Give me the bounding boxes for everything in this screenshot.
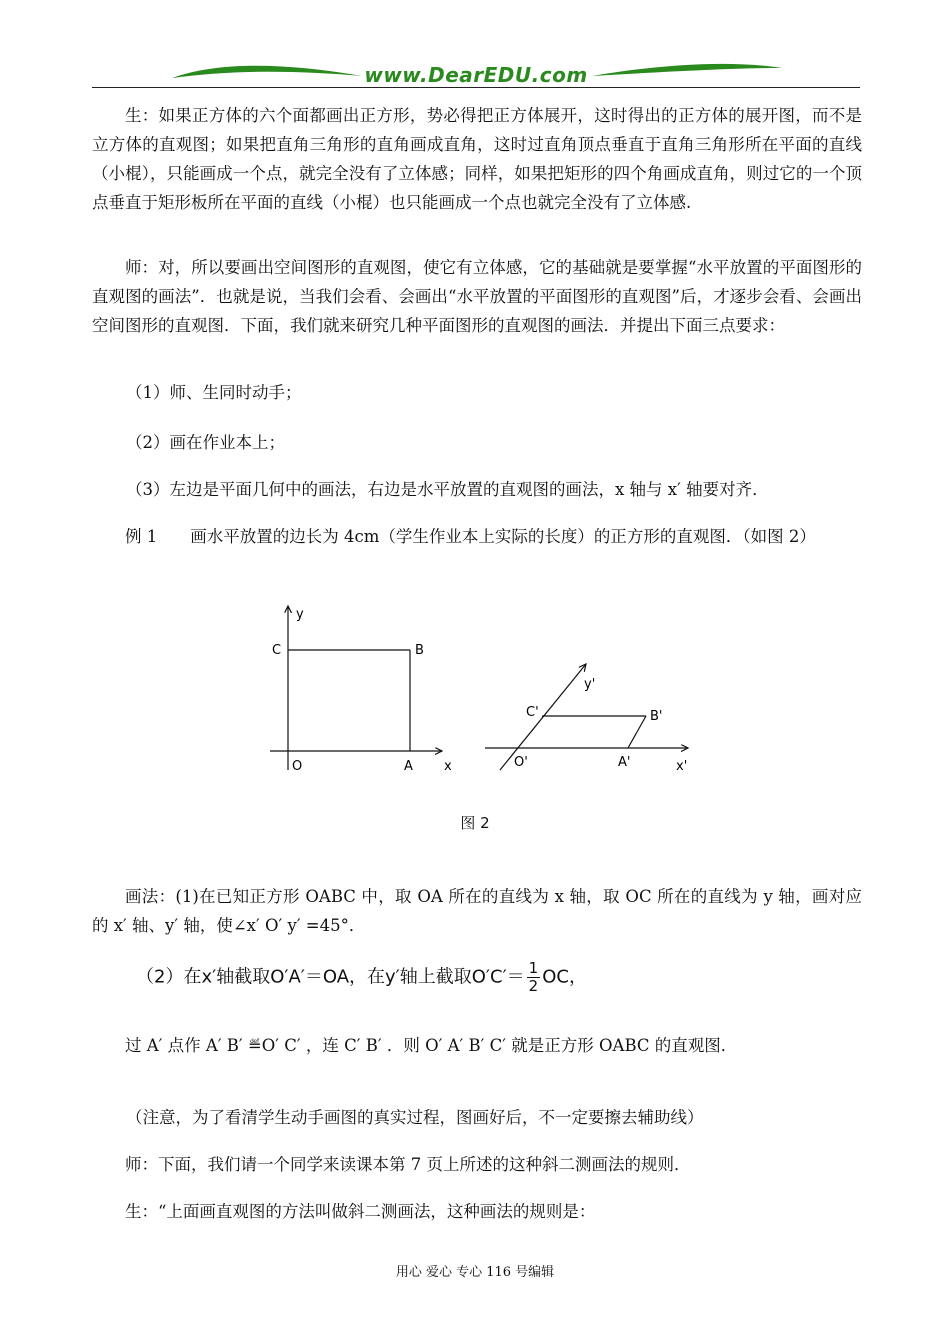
left-label-x: x — [444, 759, 452, 774]
right-label-x: x' — [676, 759, 688, 774]
method-step-2-text: （2）在x′轴截取O′A′＝OA，在y′轴上截取O′C′＝ — [136, 966, 525, 988]
requirement-3: （3）左边是平面几何中的画法，右边是水平放置的直观图的画法，x 轴与 x′ 轴要对齐． — [126, 480, 769, 499]
left-label-A: A — [404, 759, 413, 774]
teacher-paragraph: 师：下面，我们请一个同学来读课本第 7 页上所述的这种斜二测画法的规则． — [125, 1155, 691, 1174]
paragraph-student-answer: 生：如果正方体的六个面都画出正方形，势必得把正方体展开，这时得出的正方体的展开图，而不是立方体的直观图；如果把直角三角形的直角画成直角，这时过直角顶点垂直于直角三角形所在平面的直线（小棍），只能画成一个点，就完全没有了立体感；同样，如果把矩形的四个角画成直角，则过它的一个顶点垂直于矩形板所在平面的直线（小棍）也只能画成一个点也就完全没有了立体感. — [92, 106, 862, 212]
method-step-2 — [136, 960, 587, 995]
right-y-axis — [500, 664, 586, 770]
right-label-y: y' — [584, 677, 596, 692]
page-header — [92, 54, 860, 94]
fraction-numerator: 1 — [528, 959, 539, 977]
right-side-AB — [628, 716, 646, 748]
right-label-B: B' — [650, 709, 663, 724]
method-step-1: 画法：(1)在已知正方形 OABC 中，取 OA 所在的直线为 x 轴，取 OC 所在的直线为 y 轴，画对应的 x′ 轴、y′ 轴，使∠x′ O′ y′ =45°． — [92, 887, 862, 935]
right-label-O: O' — [514, 755, 528, 770]
student-paragraph: 生：“上面画直观图的方法叫做斜二测画法，这种画法的规则是： — [125, 1202, 596, 1221]
paragraph-teacher-reply: 师：对，所以要画出空间图形的直观图，使它有立体感，它的基础就是要掌握“水平放置的平面图形的直观图的画法”．也就是说，当我们会看、会画出“水平放置的平面图形的直观图”后，才逐步会看、会画出空间图形的直观图．下面，我们就来研究几种平面图形的直观图的画法．并提出下面三点要求： — [92, 258, 862, 335]
header-rule — [92, 87, 860, 88]
figure-caption: 图 2 — [460, 814, 490, 832]
site-logo: www.DearEDU.com — [364, 63, 588, 87]
figure-2-diagram — [260, 598, 720, 778]
fraction-one-half — [527, 960, 541, 995]
note-paragraph: （注意，为了看清学生动手画图的真实过程，图画好后，不一定要擦去辅助线） — [126, 1108, 704, 1127]
example-1: 例 1 画水平放置的边长为 4cm（学生作业本上实际的长度）的正方形的直观图．（如图 2） — [125, 527, 816, 546]
fraction-denominator: 2 — [528, 977, 539, 995]
requirement-2: （2）画在作业本上； — [126, 433, 285, 452]
left-label-O: O — [292, 759, 303, 774]
left-label-y: y — [296, 607, 304, 622]
left-label-C: C — [272, 643, 282, 658]
right-swoosh-icon — [592, 60, 782, 82]
right-label-A: A' — [618, 755, 631, 770]
right-label-C: C' — [526, 705, 539, 720]
page-footer: 用心 爱心 专心 116 号编辑 — [395, 1265, 555, 1280]
method-step-2-tail: OC， — [542, 966, 587, 988]
requirement-1: （1）师、生同时动手； — [126, 383, 302, 402]
method-step-3: 过 A′ 点作 A′ B′ ≝O′ C′ ，连 C′ B′ ．则 O′ A′ B′ C′ 就是正方形 OABC 的直观图． — [125, 1036, 738, 1055]
left-label-B: B — [415, 643, 424, 658]
